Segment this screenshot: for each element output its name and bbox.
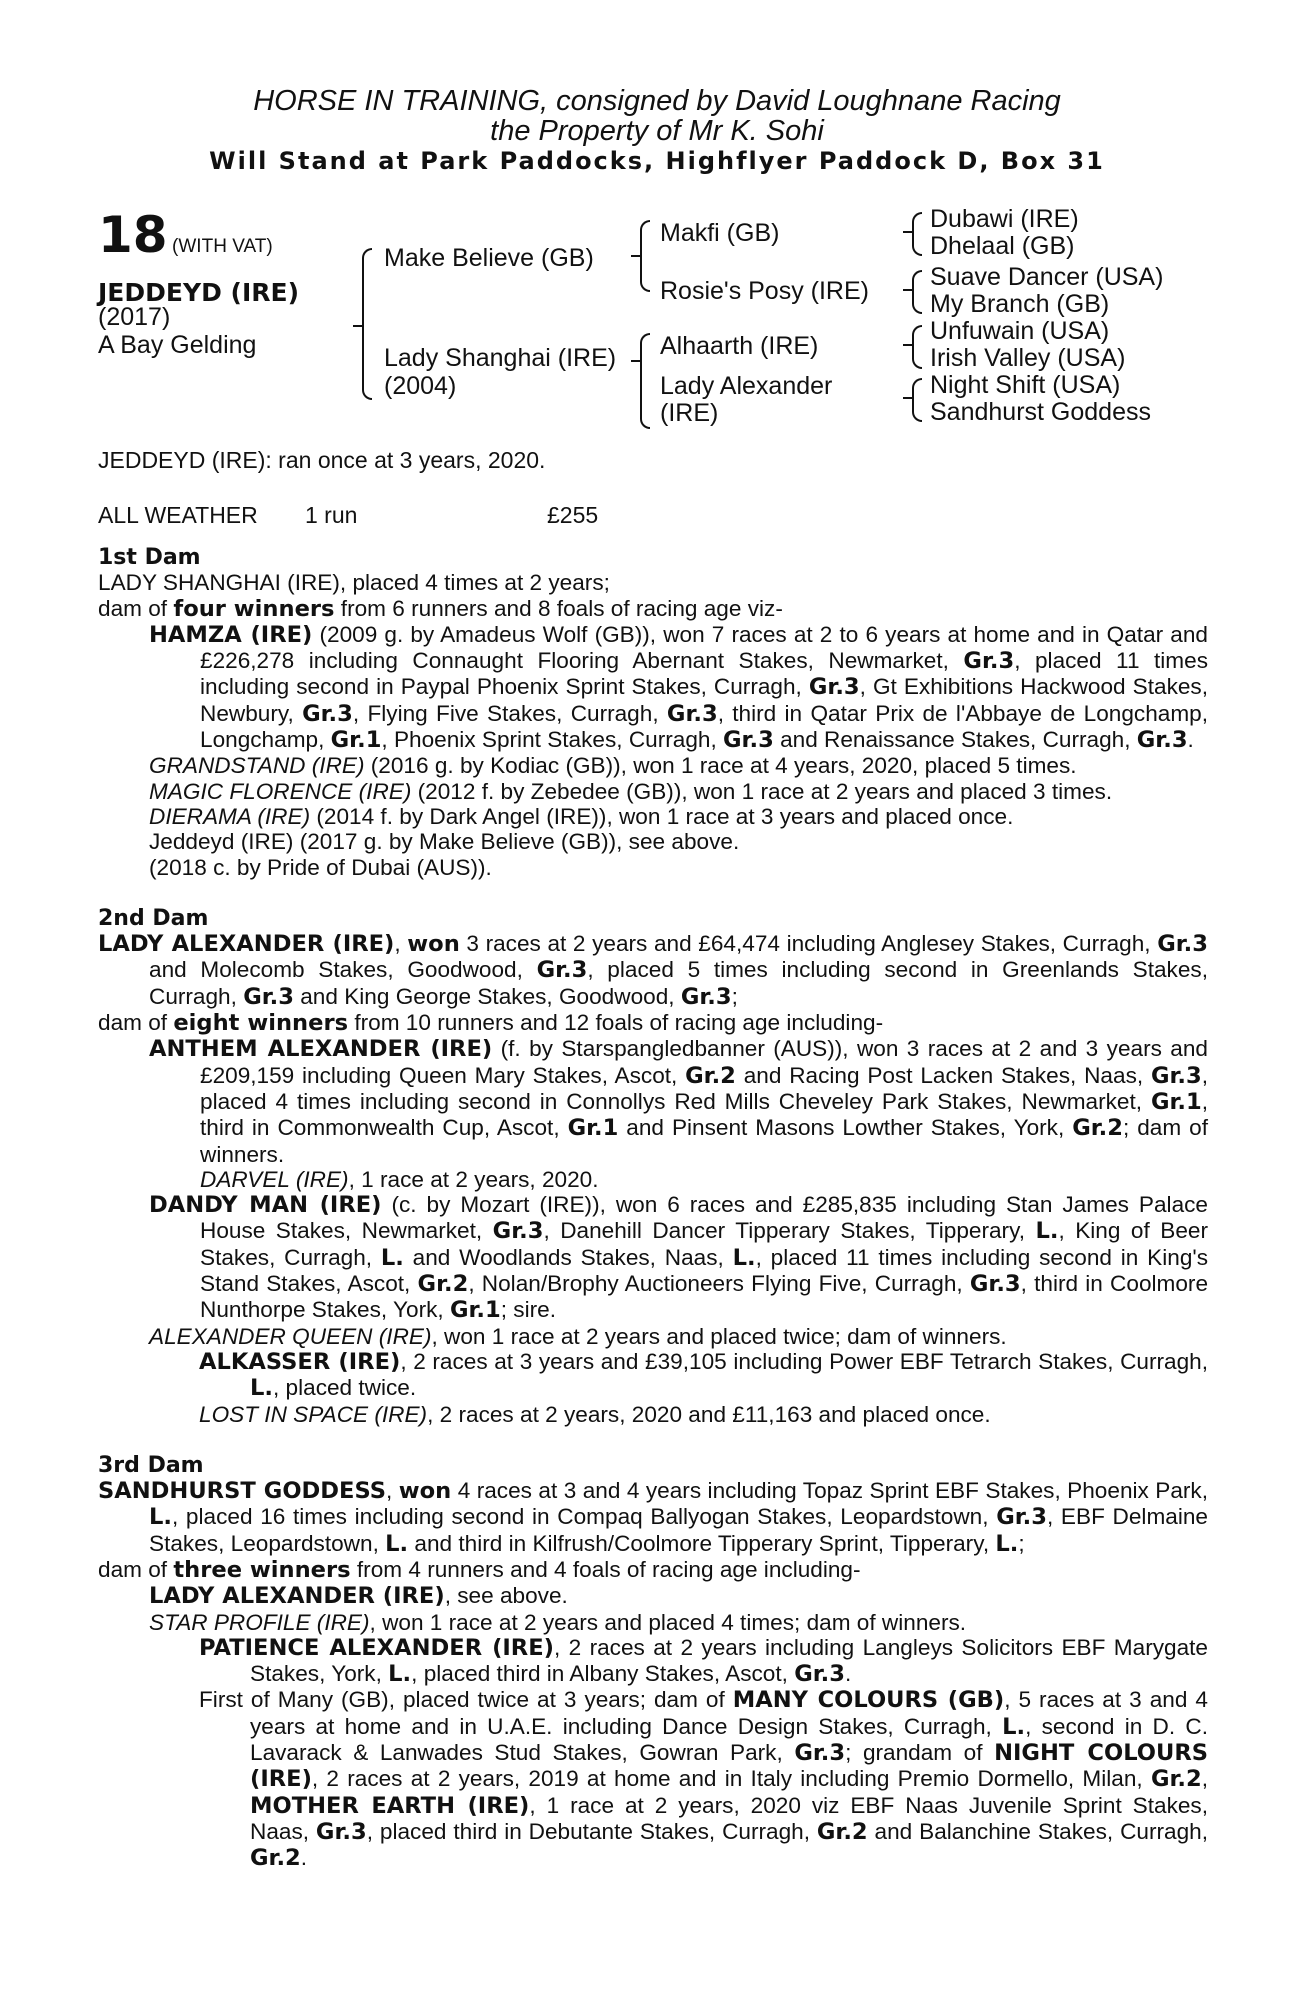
pedigree-dam: Lady Shanghai (IRE): [384, 344, 617, 372]
pedigree-dam-year: (2004): [384, 372, 457, 400]
third-dam-heading: 3rd Dam: [98, 1452, 204, 1478]
record-prize: £255: [547, 502, 599, 528]
pedigree-dd-country: (IRE): [660, 399, 719, 427]
pedigree-bracket-3b: [912, 270, 922, 314]
pedigree-bracket-main-tick: [353, 325, 363, 327]
pedigree-sire: Make Believe (GB): [384, 244, 594, 272]
first-dam-intro: LADY SHANGHAI (IRE), placed 4 times at 2 years;: [98, 570, 610, 596]
pedigree-ssd: Dhelaal (GB): [930, 232, 1075, 260]
produce-dierama: DIERAMA (IRE) (2014 f. by Dark Angel (IRE)), won 1 race at 3 years and placed once.: [149, 803, 1014, 829]
header-consignor: HORSE IN TRAINING, consigned by David Loughnane Racing: [253, 85, 1061, 117]
pedigree-dsd: Irish Valley (USA): [930, 344, 1126, 372]
pedigree-bracket-3a: [912, 212, 922, 256]
produce-patience-alexander: PATIENCE ALEXANDER (IRE), 2 races at 2 years including Langleys Solicitors EBF Marygate Stakes, York, L., placed third in Albany Stakes, Ascot, Gr.3.: [199, 1634, 1208, 1688]
pedigree-ddd: Sandhurst Goddess: [930, 398, 1151, 426]
pedigree-bracket-dam-tick: [631, 360, 641, 362]
pedigree-bracket-3c-tick: [903, 344, 913, 346]
second-dam-summary: dam of eight winners from 10 runners and 12 foals of racing age including-: [98, 1010, 884, 1037]
pedigree-ds: Alhaarth (IRE): [660, 332, 819, 360]
lot-number-line: [98, 206, 273, 264]
pedigree-bracket-3d-tick: [903, 397, 913, 399]
third-dam-intro: SANDHURST GODDESS, won 4 races at 3 and 4 years including Topaz Sprint EBF Stakes, Phoenix Park, L., placed 16 times including second in Compaq Ballyogan Stakes, Leopardstown, Gr.3, EBF Delmaine Stakes, Leopardstown, L. and third in Kilfrush/Coolmore Tipperary Sprint, Tipperary, L.;: [98, 1478, 1209, 1557]
second-dam-heading: 2nd Dam: [98, 905, 209, 931]
third-dam-summary: dam of three winners from 4 runners and 4 foals of racing age including-: [98, 1556, 861, 1583]
produce-magic-florence: MAGIC FLORENCE (IRE) (2012 f. by Zebedee (GB)), won 1 race at 2 years and placed 3 times.: [149, 778, 1113, 804]
pedigree-bracket-dam: [640, 333, 650, 429]
produce-star-profile: STAR PROFILE (IRE), won 1 race at 2 years and placed 4 times; dam of winners.: [149, 1609, 967, 1635]
record-surface: ALL WEATHER: [98, 502, 258, 528]
header-location: Will Stand at Park Paddocks, Highflyer Paddock D, Box 31: [209, 147, 1105, 175]
lot-number: 18: [98, 206, 168, 264]
pedigree-bracket-3a-tick: [903, 231, 913, 233]
vat-note: (WITH VAT): [172, 236, 273, 257]
pedigree-bracket-sire-tick: [631, 255, 641, 257]
second-dam-intro: LADY ALEXANDER (IRE), won 3 races at 2 years and £64,474 including Anglesey Stakes, Curragh, Gr.3 and Molecomb Stakes, Goodwood, Gr.3, placed 5 times including second in Greenlands Stakes, Curragh, Gr.3 and King George Stakes, Goodwood, Gr.3;: [98, 931, 1208, 1010]
pedigree-dds: Night Shift (USA): [930, 371, 1121, 399]
produce-dandy-man: DANDY MAN (IRE) (c. by Mozart (IRE)), won 6 races and £285,835 including Stan James Palace House Stakes, Newmarket, Gr.3, Danehill Dancer Tipperary Stakes, Tipperary, L., King of Beer Stakes, Curragh, L. and Woodlands Stakes, Naas, L., placed 11 times including second in King's Stand Stakes, Ascot, Gr.2, Nolan/Brophy Auctioneers Flying Five, Curragh, Gr.3, third in Coolmore Nunthorpe Stakes, York, Gr.1; sire.: [149, 1192, 1209, 1324]
pedigree-dss: Unfuwain (USA): [930, 317, 1110, 345]
produce-grandstand: GRANDSTAND (IRE) (2016 g. by Kodiac (GB)), won 1 race at 4 years, 2020, placed 5 times.: [149, 753, 1077, 779]
produce-alexander-queen: ALEXANDER QUEEN (IRE), won 1 race at 2 years and placed twice; dam of winners.: [149, 1323, 1007, 1349]
pedigree-sds: Suave Dancer (USA): [930, 263, 1164, 291]
record-runs: 1 run: [305, 502, 358, 528]
pedigree-bracket-3c: [912, 325, 922, 369]
pedigree-dd: Lady Alexander: [660, 372, 833, 400]
pedigree-bracket-3d: [912, 378, 922, 422]
pedigree-bracket-3b-tick: [903, 289, 913, 291]
produce-anthem-alexander: ANTHEM ALEXANDER (IRE) (f. by Starspangledbanner (AUS)), won 3 races at 2 and 3 years and £209,159 including Queen Mary Stakes, Ascot, Gr.2 and Racing Post Lacken Stakes, Naas, Gr.3, placed 4 times including second in Connollys Red Mills Cheveley Park Stakes, Newmarket, Gr.1, third in Commonwealth Cup, Ascot, Gr.1 and Pinsent Masons Lowther Stakes, York, Gr.2; dam of winners.: [149, 1036, 1208, 1167]
pedigree-ss: Makfi (GB): [660, 219, 780, 247]
pedigree-bracket-main: [362, 248, 372, 400]
pedigree-bracket-sire: [640, 220, 650, 292]
produce-hamza: HAMZA (IRE) (2009 g. by Amadeus Wolf (GB)), won 7 races at 2 to 6 years at home and in Qatar and £226,278 including Connaught Flooring Abernant Stakes, Newmarket, Gr.3, placed 11 times including second in Paypal Phoenix Sprint Stakes, Curragh, Gr.3, Gt Exhibitions Hackwood Stakes, Newbury, Gr.3, Flying Five Stakes, Curragh, Gr.3, third in Qatar Prix de l'Abbaye de Longchamp, Longchamp, Gr.1, Phoenix Sprint Stakes, Curragh, Gr.3 and Renaissance Stakes, Curragh, Gr.3.: [149, 621, 1209, 754]
produce-alkasser: ALKASSER (IRE), 2 races at 3 years and £39,105 including Power EBF Tetrarch Stakes, Curragh, L., placed twice.: [199, 1348, 1208, 1402]
horse-year: (2017): [98, 303, 171, 331]
race-summary: JEDDEYD (IRE): ran once at 3 years, 2020.: [98, 447, 546, 473]
produce-lost-in-space: LOST IN SPACE (IRE), 2 races at 2 years, 2020 and £11,163 and placed once.: [199, 1401, 991, 1427]
horse-name: JEDDEYD (IRE): [98, 278, 300, 307]
header-property: the Property of Mr K. Sohi: [490, 115, 824, 147]
first-dam-summary: dam of four winners from 6 runners and 8 foals of racing age viz-: [98, 595, 783, 622]
pedigree-sss: Dubawi (IRE): [930, 205, 1079, 233]
produce-2018-colt: (2018 c. by Pride of Dubai (AUS)).: [149, 854, 492, 880]
produce-record: [98, 545, 1208, 1872]
produce-darvel: DARVEL (IRE), 1 race at 2 years, 2020.: [200, 1166, 599, 1192]
pedigree-sdd: My Branch (GB): [930, 290, 1110, 318]
produce-first-of-many: First of Many (GB), placed twice at 3 years; dam of MANY COLOURS (GB), 5 races at 3 and 4 years at home and in U.A.E. including Dance Design Stakes, Curragh, L., second in D. C. Lavarack & Lanwades Stud Stakes, Gowran Park, Gr.3; grandam of NIGHT COLOURS (IRE), 2 races at 2 years, 2019 at home and in Italy including Premio Dormello, Milan, Gr.2, MOTHER EARTH (IRE), 1 race at 2 years, 2020 viz EBF Naas Juvenile Sprint Stakes, Naas, Gr.3, placed third in Debutante Stakes, Curragh, Gr.2 and Balanchine Stakes, Curragh, Gr.2.: [199, 1687, 1209, 1872]
first-dam-heading: 1st Dam: [98, 545, 201, 570]
pedigree-sd: Rosie's Posy (IRE): [660, 277, 869, 305]
horse-description: A Bay Gelding: [98, 331, 257, 359]
produce-jeddeyd: Jeddeyd (IRE) (2017 g. by Make Believe (GB)), see above.: [149, 829, 740, 855]
produce-lady-alexander: LADY ALEXANDER (IRE), see above.: [149, 1583, 568, 1610]
